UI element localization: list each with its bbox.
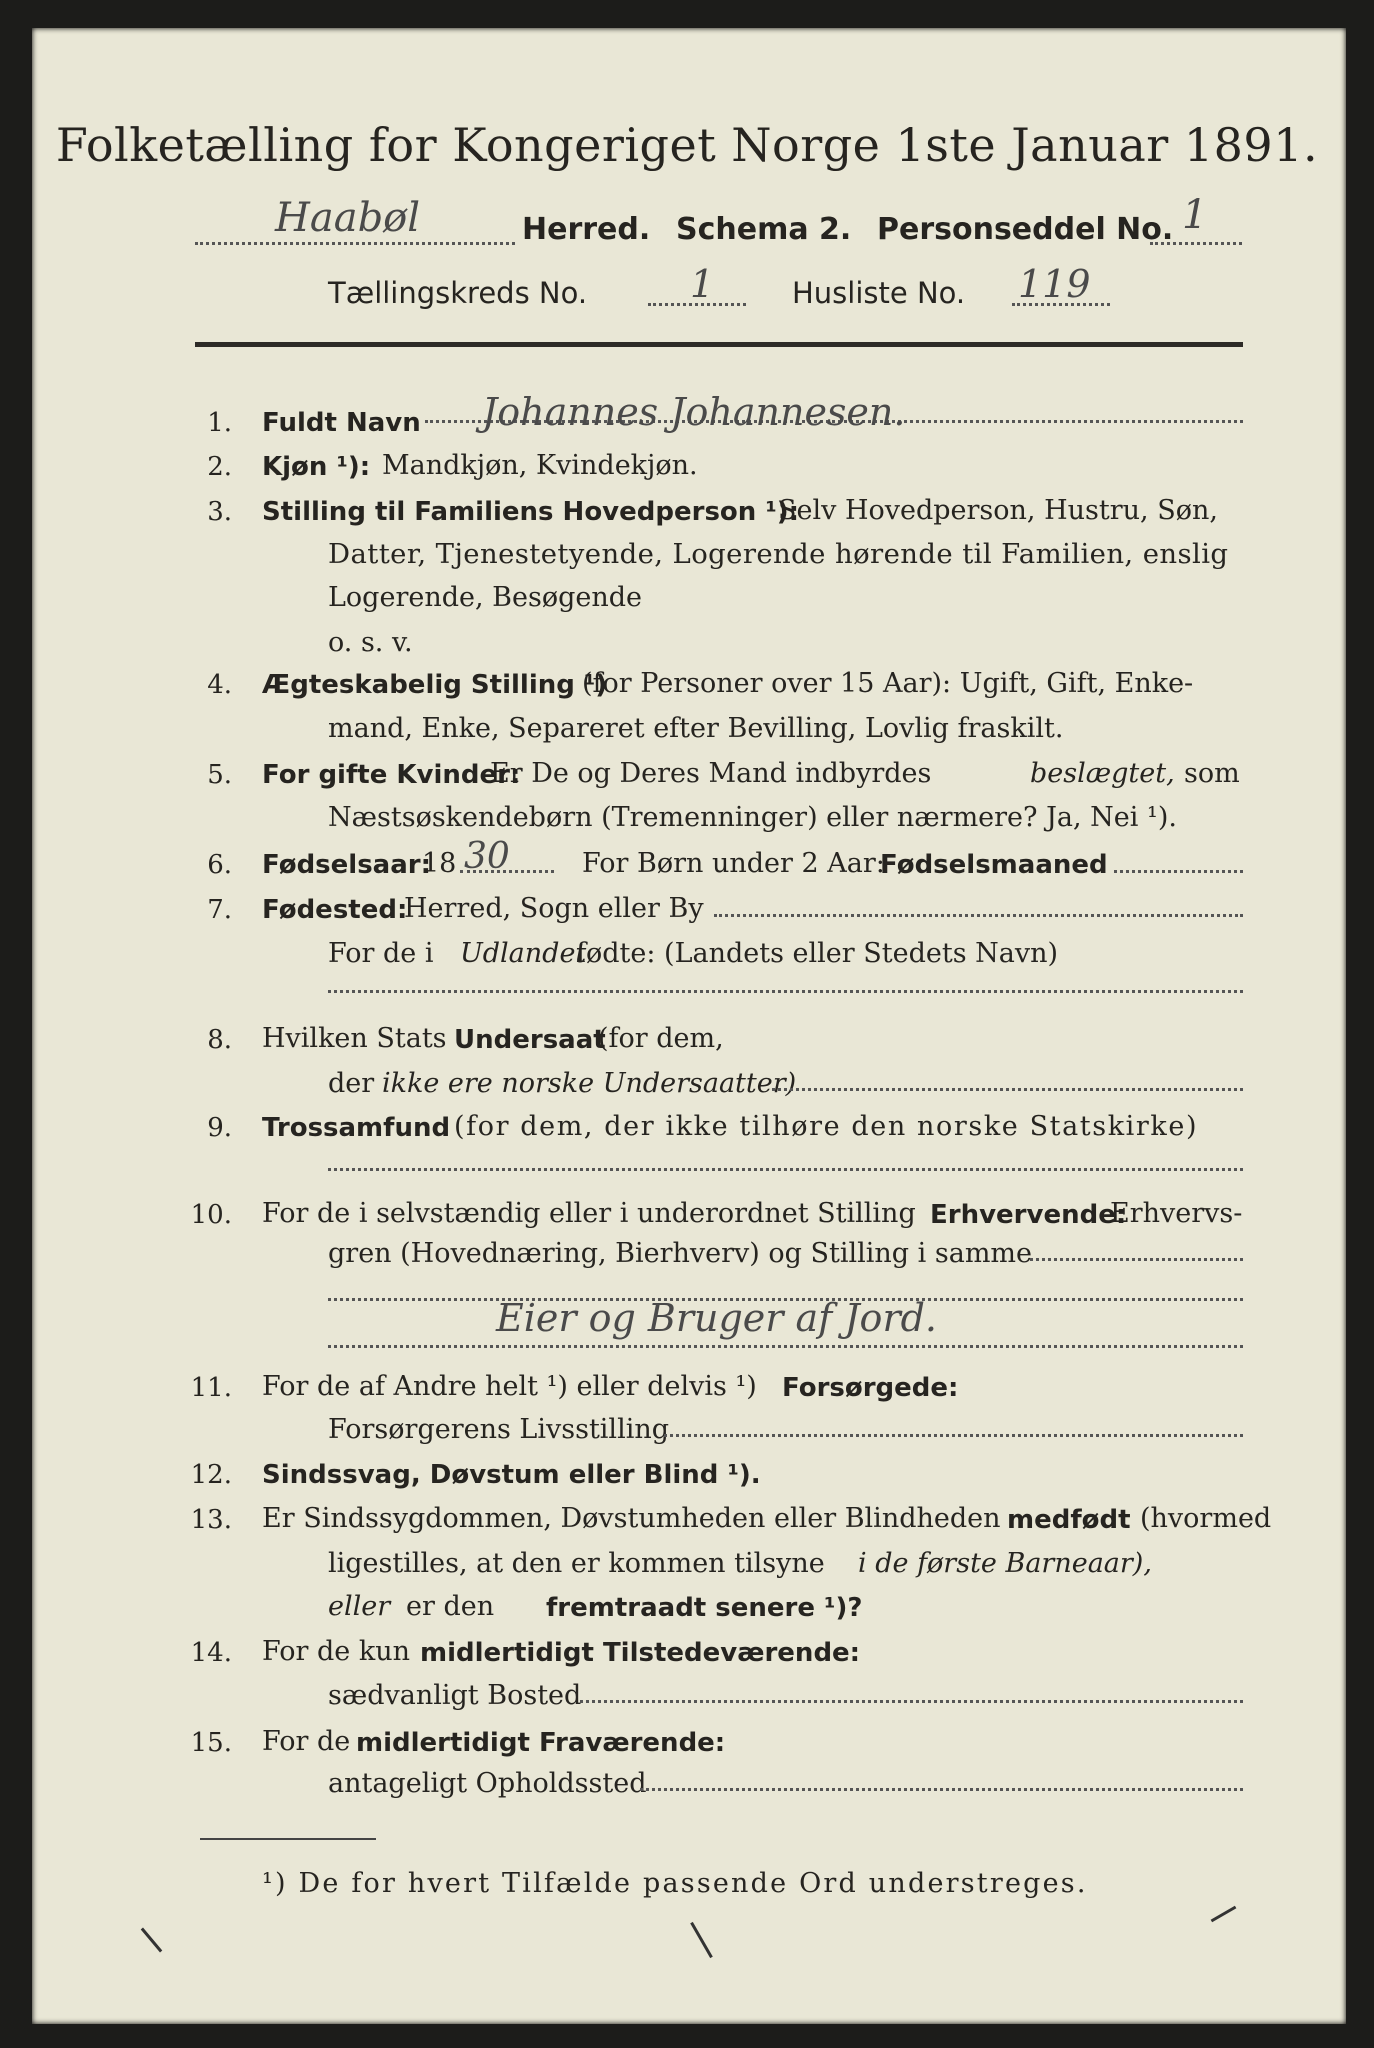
footnote: ¹) De for hvert Tilfælde passende Ord understreges. [262,1868,1088,1899]
item-4-line2: mand, Enke, Separeret efter Bevilling, Lovlig fraskilt. [328,713,1064,744]
item-12-label: Sindssvag, Døvstum eller Blind ¹). [262,1460,761,1490]
item-5-line2: Næstsøskendebørn (Tremenninger) eller nærmere? Ja, Nei ¹). [328,802,1177,833]
item-13-line3a: er den [406,1591,495,1622]
item-6-value: 30 [464,836,510,877]
item-3-line3: Logerende, Besøgende [328,582,642,613]
item-8-dotline [772,1088,1243,1091]
item-7-text: Herred, Sogn eller By [404,893,704,924]
item-8-number: 8. [207,1025,232,1055]
item-4-text: (for Personer over 15 Aar): Ugift, Gift, Enke- [582,668,1194,699]
item-13-line3b: fremtraadt senere ¹)? [546,1593,863,1623]
item-7-line2a: For de i [328,938,434,969]
item-6-label2: Fødselsmaaned [880,850,1108,880]
item-14-label: midlertidigt Tilstedeværende: [420,1638,861,1668]
item-10-tail: Erhvervs- [1110,1198,1243,1229]
item-3-text: Selv Hovedperson, Hustru, Søn, [778,495,1218,526]
item-4-label: Ægteskabelig Stilling ¹) [262,670,608,700]
item-10-label: Erhvervende: [930,1200,1127,1230]
item-6-label: Fødselsaar: [262,850,431,880]
item-8-tail: (for dem, [598,1023,724,1054]
herred-dotline [195,242,515,245]
item-3-label: Stilling til Familiens Hovedperson ¹): [262,497,800,527]
item-11-label: Forsørgede: [782,1373,959,1403]
item-5-text: Er De og Deres Mand indbyrdes [490,758,932,789]
item-4-number: 4. [207,670,232,700]
item-6-dotline2 [1114,870,1243,873]
item-7-line2b: fødte: (Landets eller Stedets Navn) [576,938,1059,969]
item-1-number: 1. [207,408,232,438]
item-10-line2: gren (Hovednæring, Bierhverv) og Stilling i samme [328,1238,1033,1269]
item-10-dotline [1030,1258,1243,1261]
item-9-text: (for dem, der ikke tilhøre den norske Statskirke) [454,1111,1199,1142]
item-13-line2a: ligestilles, at den er kommen tilsyne [328,1548,825,1579]
item-5-label: For gifte Kvinder: [262,760,521,790]
personseddel-label: Personseddel No. [877,212,1174,247]
item-9-label: Trossamfund [262,1113,451,1143]
item-15-dotline [640,1788,1243,1791]
item-5-number: 5. [207,760,232,790]
item-2-label: Kjøn ¹): [262,452,371,482]
item-10-value: Eier og Bruger af Jord. [496,1296,938,1340]
kreds-label: Tællingskreds No. [328,276,588,310]
item-6-number: 6. [207,850,232,880]
item-10-dotline3 [328,1345,1243,1348]
item-9-dotline [328,1168,1243,1171]
personseddel-dotline [1150,242,1242,245]
item-5-em: beslægtet, [1030,758,1175,789]
item-11-number: 11. [190,1373,232,1403]
herred-label: Herred. [522,212,651,247]
item-14-line2: sædvanligt Bosted [328,1680,582,1711]
item-7-number: 7. [207,895,232,925]
item-7-dotline [714,914,1243,917]
item-13-tail: (hvormed [1140,1503,1272,1534]
item-7-line2em: Udlandet [460,938,587,969]
item-14-number: 14. [190,1638,232,1668]
item-6-text: 18 [422,848,457,879]
item-12-number: 12. [190,1460,232,1490]
husliste-value: 119 [1018,262,1091,306]
item-8-text: Hvilken Stats [262,1023,447,1054]
item-2-number: 2. [207,452,232,482]
item-10-text: For de i selvstændig eller i underordnet Stilling [262,1198,916,1229]
personseddel-value: 1 [1182,192,1208,238]
item-9-number: 9. [207,1113,232,1143]
kreds-value: 1 [690,262,715,306]
item-3-line4: o. s. v. [328,627,413,658]
item-10-number: 10. [190,1200,232,1230]
item-8-line2a: der [328,1068,375,1099]
item-11-dotline [664,1434,1243,1437]
item-13-line2em: i de første Barneaar), [858,1548,1152,1579]
item-13-label: medfødt [1007,1505,1131,1535]
item-1-label: Fuldt Navn [262,408,421,438]
item-15-line2: antageligt Opholdssted [328,1768,647,1799]
herred-value: Haabøl [275,195,421,241]
item-8-line2em: ikke ere norske Undersaatter) [382,1068,797,1099]
item-15-number: 15. [190,1728,232,1758]
item-13-line3em: eller [328,1591,391,1622]
item-11-line2: Forsørgerens Livsstilling [328,1414,670,1445]
item-7-label: Fødested: [262,895,408,925]
item-3-number: 3. [207,497,232,527]
husliste-label: Husliste No. [792,276,966,310]
item-15-text: For de [262,1726,351,1757]
form-title: Folketælling for Kongeriget Norge 1ste Januar 1891. [55,118,1319,172]
item-14-dotline [580,1700,1243,1703]
header-rule [195,342,1243,347]
item-15-label: midlertidigt Fraværende: [356,1728,726,1758]
item-2-text: Mandkjøn, Kvindekjøn. [382,450,698,481]
footnote-rule [200,1838,376,1840]
item-11-text: For de af Andre helt ¹) eller delvis ¹) [262,1371,757,1402]
item-7-dotline2 [328,990,1243,993]
item-13-text: Er Sindssygdommen, Døvstumheden eller Blindheden [262,1503,1001,1534]
item-8-label: Undersaat [454,1025,606,1055]
item-5-tail: som [1184,758,1240,789]
item-6-mid: For Børn under 2 Aar: [582,848,885,879]
item-14-text: For de kun [262,1636,410,1667]
item-3-line2: Datter, Tjenestetyende, Logerende hørende til Familien, enslig [328,538,1229,570]
item-13-number: 13. [190,1505,232,1535]
schema-label: Schema 2. [676,212,852,247]
item-1-value: Johannes Johannesen. [482,390,906,434]
